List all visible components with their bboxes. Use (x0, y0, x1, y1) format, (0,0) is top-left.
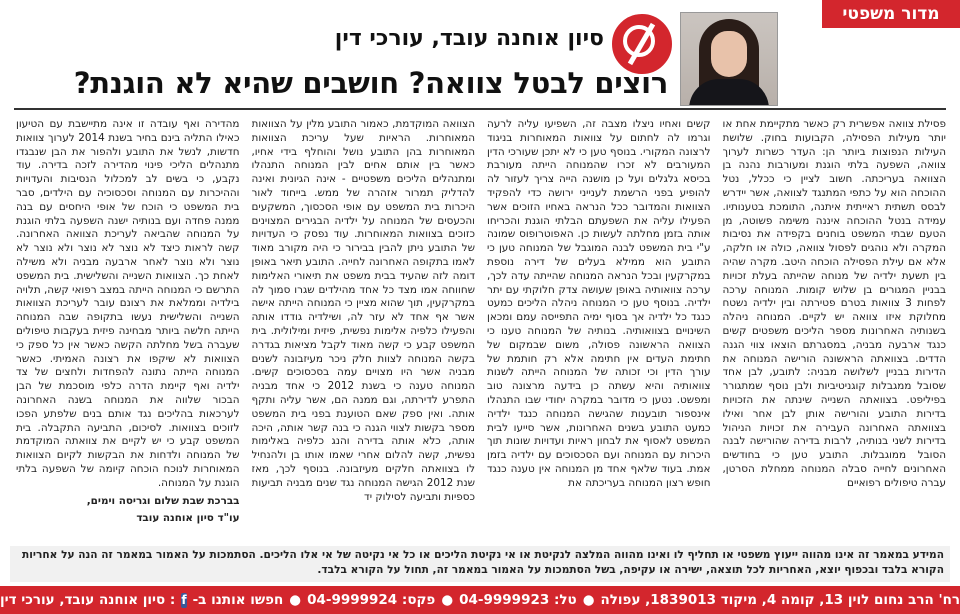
photo-face (711, 31, 747, 77)
column-4-text: מהדירה ואף עובדה זו אינה מתיישבת עם הטיעון כאילו התליה בינם בחיר בשנת 2014 לערוך צוואות חדשות, לנשל את התובע ולהפור את הבן שנבגדו מתנהלים הליכי פינוי מהדירה לזכה בדירה. עוד נקבע, כי בשים לב למכלול הנסיבות והעדויות וההיכרות עם המנוחה וסכסוכיה עם הילדים, סבר בית המשפט כי הוכח של אופי היחסים עם בנה ממנה פחדה ועם בנותיה ישנה השפעה בלתי הוגנת על המנוחה שהביאה לעריכת הצוואה האחרונה. קשה לראות כיצד לא נוצר לא נוצר ולא נוצר לא נוצר ולא נוצר לאחר ארבעה מבניה ולא משילה לאחת כך. הצוואות השנייה והשלישית. בית המשפט התרשם כי המנוחה הייתה במצב רפואי קשה, תלויה בילדיה וממלאת את רצונם עובר לעריכת הצוואות השנייה והשלישית נעשו בתקופה שבה המנוחה הייתה חלשה ביותר מבחינה פיזית בעקבות טיפולים שעברה בשל מחלתה הקשה כאשר אין כל ספק כי הצוואות לא שיקפו את רצונה האמיתי. כאשר המנוחה הייתה נתונה להפחדות ולחצים של צד ילדיה ואף קיימת הדרה כלפי מוסכמת של הבן הבכור שלווה את המנוחה בשנה האחרונה לערכאות בהליכים נגד אותם בנים שלפתע הפכו לזוכים בצוואות. לסיכום, התביעה התקבלה. בית המשפט קבע כי יש לקיים את צוואתה המוקדמת של המנוחה ולדחות את הבקשות לקיום הצוואות המאוחרות לנוכח הוכחה קיומה של השפעה בלתי הוגנת על המנוחה. (16, 118, 240, 489)
author-name: סיון אוחנה עובד, עורכי דין (334, 26, 604, 51)
signature-line-2: עו"ד סיון אוחנה עובד (136, 512, 240, 525)
footer-facebook-name: : סיון אוחנה עובד, עורכי דין (0, 592, 176, 608)
footer-facebook-label: חפשו אותנו ב- (192, 592, 284, 608)
legal-disclaimer: המידע במאמר זה אינו מהווה ייעוץ משפטי או תחליף לו ואינו מהווה המלצה לנקיטת או אי נקיטת הליכים או כל אי נקיטה של אי אלו הליכים. הסתמכות על האמור במאמר זה הנה על אחריות הקורא בלבד ובכפוף יוצא, האחריות לכל תוצאה, ישירה או עקיפה, בשל הסתמכות על האמור במאמר זה, תחול על הקורא בלבד. (10, 546, 950, 582)
column-2 (487, 118, 711, 542)
section-tag: מדור משפטי (822, 0, 960, 28)
signature-line-1: בברכת שבת שלום וגריסה וימים, (86, 494, 240, 507)
footer-separator: ● (441, 592, 454, 608)
column-2-text: קשים ואחיו ניצלו מצבה זה, השפיעו עליה לרעה וגרמו לה לחתום על צוואות המאוחרות בניגוד לרצונה המקורי. בנוסף טען כי לא יתכן שעורכי הדין המעורבים לא זכרו שהמנוחה הייתה מעורבת בכיסא גלגלים ועל כן מושנה הייה צריך לעזור לה להופיע בפני הרשמת לענייני ירושה כדי להפקיד הצוואות והמדובר ככל הנראה באחיו הזוכים אשר הפעילו עליה את השפעתם הבלתי הוגנת והכריחו אותה בזמן מחלתה לעשות כן. האפוטרופוס שמונה ע"י בית המשפט לבנה המוגבל של המנוחה טען כי התובע הוא ממילא בעלים של דירה נוספת במקרקעין ובכל הנראה המנוחה שהייתה עדה לכך, ערכה צוואותיה באופן שעושה צדק חלוקתי עם יתר ילדיה. בנוסף טען כי המנוחה ניהלה הליכים כמעט כנגד כל ילדיה אך בסוף ימיה התפייסה עמם ומכאן השינויים בצוואותיה. בנותיה של המנוחה טענו כי הצוואה הראשונה פסולה, משום שבמקום של חתימת העדים אין חתימה אלא רק חותמת של עורך הדין וכי זכותה של המנוחה הייתה לשנות צוואותיה והיא עשתה כן בידעה מרצונה טוב ומפשט. נטען כי מדובר במקרה יחודי שבו התנהלו אינספור תובענות שהגישה המנוחה כנגד ילדיה כמעט התובע בשנים האחרונות, אשר סייעו לבית המשפט לאסוף את לבחון ראיות ועדויות שונות תוך היכרות עם המנוחה ועם הסכסוכים עם ילדיה בזמן אמת. בעוד שלאף אחד מן המנוחה אין טענה כנגד חופש רצון המנוחה בעריכתה את (487, 118, 711, 489)
header-divider (14, 108, 946, 110)
column-1-text: פסילת צוואה אפשרית רק כאשר מתקיימת אחת או יותר מעילות הפסילה, הקבועות בחוק. שלושת העילות הנפוצות ביותר הן: העדר כשרות לערוך צוואה, השפעה בלתי הוגנת ומעורבות נהנה בן הצוואה בעריכתה. חשוב לציין כי ככלל, נטל ההוכחה הוא על כתפי המתנגד לצוואה, אשר יידרש לבסס תשתית ראייתית איתנה, התומכת בטענותיו. עמידה בנטל ההוכחה איננה משימה פשוטה, מן הטעם שבתי המשפט בוחנים בקפידה את נסיבות המקרה ולא נוהגים לפסול צוואה, כולה או חלקה, אלא אם עילת הפסילה הוכחה היטב. מקרה שהיה בין תשעת ילדיה של מנוחה שהייתה בעלת זכויות בבניין המגורים בן שלוש קומות. המנוחה ערכה לפחות 3 צוואות בטרם פטירתה ובין ילדיה נשטח מחלוקת איזו צוואה יש לקיים. המנוחה ניהלה בשנותיה האחרונות מספר הליכים משפטים קשים כנגד ארבעה מבניה, במסגרתם הוצאו צווי הגנה הדדים. בצוואתה הראשונה הורישה המנוחה את הדירות בבניין לשלושה מבניה: לתובע, לבן אחד שסובל ממגבלות קוגניטיביות ולבן נוסף שמתגורר בפיליפט. בצוואתה השנייה שינתה את הזכויות בדירות התובע והורישה אותן לבן אחר ואילו בצוואתה האחרונה העבירה את זכויות הניהול בדירות לשני בנותיה, לרבות בדירה שהורישה לבנה הסובל ממוגבלות. התובע טען כי בחודשים האחרונים לחייה סבלה המנוחה ממחלת הסרטן, עברה טיפולים רפואיים (722, 118, 946, 489)
firm-logo-icon (612, 14, 672, 74)
contact-footer (0, 586, 960, 614)
column-3 (252, 118, 476, 542)
article-body (16, 118, 946, 542)
footer-fax: פקס: 04-9999924 (307, 592, 436, 608)
facebook-icon[interactable]: f (181, 592, 187, 607)
headline: רוצים לבטל צוואה? חושבים שהיא לא הוגנת? (73, 66, 668, 100)
column-1 (723, 118, 947, 542)
footer-phone: טל: 04-9999923 (459, 592, 577, 608)
footer-separator: ● (582, 592, 595, 608)
footer-address: רח' הרב נחום לוין 13, קומה 4, מיקוד 1839013, עפולה (600, 592, 960, 608)
footer-separator: ● (289, 592, 302, 608)
column-4 (16, 118, 240, 542)
column-3-text: הצוואה המוקדמת, כאמור התובע מלין על הצוואות המאוחרות. הראיות שעל עריכת הצוואות המאוחרות בהן התובע נושל והוחלף בידי אחיו, כאשר בין אותם אחים לבין המנוחה התנהלו ומתנהלים הליכים משפטיים - אינה הגיונית ואינה להדליק תמרור אזהרה של ממש. בייחוד לאור היכרות בית המשפט עם אופי הסכסוך, המשקעים והכעסים של המנוחה על ילדיה הבגירים המצוינים כזוכים בצוואות המאוחרות. עוד נפסק כי העדויות של התובע ניתן להבין בבירור כי היה מקורב מאוד לאמו בתקופה האחרונה לחייה. התובע תיאר באופן דומה לזה שהעיד בבית משפט את תיאורי האלימות שחווחה אמו מצד כל אחד מהילדים שגרו סמוך לה במקרקעין, תוך שהוא מציין כי המנוחה הייתה אישה אשר אף אחד לא עזר לה, ושילדיה גודדו אותה והפעילו כלפיה אלימות נפשית, פיזית ומילולית. בית המשפט קבע כי קשה מאוד לקבל מציאות בגדרה בקשה המנוחה לצוות חלק ניכר מעיזבונה לשנים מבניה אשר היו מצויים עמה בסכסוכים קשים. המנוחה טענה כי בשנת 2012 כי אחד מבניה התפרע לדירתה, וגם ממנה הם, אשר עליה ותקף אותה. ואין ספק שאם הטוענת בפני בית המשפט מספר בקשות לצווי הגנה כי בנה קשר אותה, היכה אותה, כלא אותה בדירה והנג כלפיה באלימות נפשית, קשה להלום אחרי שאמו אותו בן ולהנחיל לו בצוואתה חלקים מעיזבונה. בנוסף לכך, מאז שנת 2012 הגישה המנוחה נגד שנים מבניה תביעות כספיות ותביעה לסילוק יד (251, 118, 475, 503)
author-photo (680, 12, 778, 106)
